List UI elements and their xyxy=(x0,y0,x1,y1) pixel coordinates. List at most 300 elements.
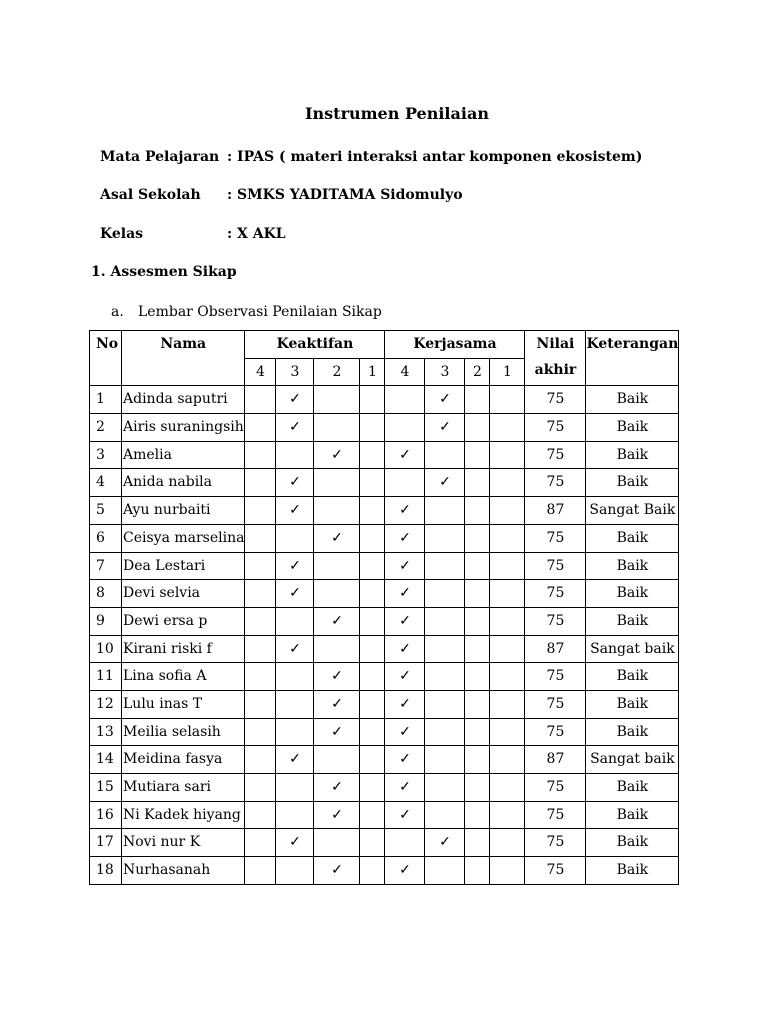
student-name: Mutiara sari xyxy=(122,774,245,802)
row-number: 4 xyxy=(90,469,122,497)
keaktifan-cell-2 xyxy=(314,414,360,442)
page-title: Instrumen Penilaian xyxy=(305,104,489,123)
keaktifan-cell-3 xyxy=(276,663,314,691)
keterangan-value: Baik xyxy=(586,607,679,635)
header-nilai: Nilai xyxy=(536,336,575,352)
keaktifan-cell-3 xyxy=(276,552,314,580)
check-icon: ✓ xyxy=(331,862,343,879)
kerjasama-cell-4 xyxy=(385,552,425,580)
student-name: Airis suraningsih xyxy=(122,414,245,442)
kerjasama-cell-1 xyxy=(490,746,525,774)
keaktifan-cell-4 xyxy=(245,607,276,635)
keaktifan-cell-3 xyxy=(276,414,314,442)
kerjasama-cell-1 xyxy=(490,580,525,608)
kerjasama-cell-3 xyxy=(425,718,465,746)
nilai-akhir-value: 75 xyxy=(525,524,586,552)
kerjasama-cell-2 xyxy=(465,524,490,552)
keaktifan-cell-3 xyxy=(276,718,314,746)
keaktifan-cell-1 xyxy=(360,857,385,885)
kerjasama-cell-2 xyxy=(465,829,490,857)
keaktifan-cell-4 xyxy=(245,663,276,691)
keaktifan-cell-4 xyxy=(245,552,276,580)
table-row xyxy=(90,497,679,525)
kerjasama-cell-1 xyxy=(490,607,525,635)
table-row xyxy=(90,829,679,857)
kerjasama-cell-4 xyxy=(385,414,425,442)
check-icon: ✓ xyxy=(289,640,301,657)
keaktifan-cell-3 xyxy=(276,746,314,774)
check-icon: ✓ xyxy=(331,779,343,795)
student-name: Amelia xyxy=(122,441,245,469)
keaktifan-cell-1 xyxy=(360,414,385,442)
keterangan-value: Baik xyxy=(586,552,679,580)
keaktifan-cell-1 xyxy=(360,497,385,525)
student-name: Ni Kadek hiyang xyxy=(122,801,245,829)
keterangan-value: Baik xyxy=(586,829,679,857)
kerjasama-cell-3 xyxy=(425,580,465,608)
kerjasama-cell-3 xyxy=(425,552,465,580)
nilai-akhir-value: 75 xyxy=(525,829,586,857)
check-icon: ✓ xyxy=(399,557,411,574)
kerjasama-cell-4 xyxy=(385,469,425,497)
kerjasama-score-2: 2 xyxy=(465,358,490,386)
keaktifan-cell-1 xyxy=(360,829,385,857)
kerjasama-cell-3 xyxy=(425,607,465,635)
kerjasama-cell-2 xyxy=(465,607,490,635)
table-row xyxy=(90,414,679,442)
student-name: Meidina fasya xyxy=(122,746,245,774)
check-icon: ✓ xyxy=(289,419,301,436)
keaktifan-cell-1 xyxy=(360,552,385,580)
student-name: Devi selvia xyxy=(122,580,245,608)
header-nama: Nama xyxy=(122,331,245,386)
table-row xyxy=(90,635,679,663)
keaktifan-cell-3 xyxy=(276,607,314,635)
keterangan-value: Baik xyxy=(586,774,679,802)
row-number: 15 xyxy=(90,774,122,802)
keaktifan-cell-3 xyxy=(276,857,314,885)
check-icon: ✓ xyxy=(289,391,301,408)
student-name: Kirani riski f xyxy=(122,635,245,663)
keaktifan-cell-4 xyxy=(245,857,276,885)
keterangan-value: Baik xyxy=(586,469,679,497)
keterangan-value: Baik xyxy=(586,441,679,469)
keaktifan-cell-3 xyxy=(276,635,314,663)
row-number: 18 xyxy=(90,857,122,885)
kerjasama-cell-1 xyxy=(490,469,525,497)
nilai-akhir-value: 87 xyxy=(525,635,586,663)
keaktifan-cell-4 xyxy=(245,774,276,802)
kerjasama-cell-3 xyxy=(425,690,465,718)
kerjasama-cell-3 xyxy=(425,829,465,857)
keterangan-value: Baik xyxy=(586,801,679,829)
kerjasama-cell-4 xyxy=(385,635,425,663)
header-keterangan: Keterangan xyxy=(586,331,679,386)
keaktifan-cell-1 xyxy=(360,386,385,414)
subsection-heading xyxy=(111,304,382,320)
keaktifan-cell-2 xyxy=(314,607,360,635)
check-icon: ✓ xyxy=(399,668,411,685)
row-number: 6 xyxy=(90,524,122,552)
info-value: : X AKL xyxy=(227,226,286,242)
kerjasama-cell-3 xyxy=(425,469,465,497)
kerjasama-cell-3 xyxy=(425,857,465,885)
check-icon: ✓ xyxy=(331,668,343,685)
keaktifan-cell-1 xyxy=(360,774,385,802)
keterangan-value: Sangat baik xyxy=(586,635,679,663)
check-icon: ✓ xyxy=(439,391,451,408)
keterangan-value: Baik xyxy=(586,386,679,414)
kerjasama-cell-1 xyxy=(490,857,525,885)
kerjasama-cell-4 xyxy=(385,607,425,635)
table-row xyxy=(90,607,679,635)
nilai-akhir-value: 75 xyxy=(525,718,586,746)
kerjasama-cell-2 xyxy=(465,635,490,663)
kerjasama-cell-3 xyxy=(425,386,465,414)
kerjasama-cell-1 xyxy=(490,441,525,469)
kerjasama-cell-1 xyxy=(490,524,525,552)
kerjasama-cell-2 xyxy=(465,469,490,497)
table-row xyxy=(90,746,679,774)
nilai-akhir-value: 87 xyxy=(525,746,586,774)
kerjasama-cell-2 xyxy=(465,386,490,414)
table-row xyxy=(90,774,679,802)
student-name: Adinda saputri xyxy=(122,386,245,414)
row-number: 2 xyxy=(90,414,122,442)
check-icon: ✓ xyxy=(399,585,411,602)
student-name: Dea Lestari xyxy=(122,552,245,580)
nilai-akhir-value: 75 xyxy=(525,414,586,442)
info-value: : SMKS YADITAMA Sidomulyo xyxy=(227,187,463,203)
table-row xyxy=(90,580,679,608)
kerjasama-cell-4 xyxy=(385,524,425,552)
check-icon: ✓ xyxy=(399,779,411,795)
kerjasama-cell-1 xyxy=(490,552,525,580)
table-row xyxy=(90,386,679,414)
student-name: Lina sofia A xyxy=(122,663,245,691)
student-name: Ayu nurbaiti xyxy=(122,497,245,525)
nilai-akhir-value: 75 xyxy=(525,801,586,829)
keaktifan-cell-4 xyxy=(245,690,276,718)
kerjasama-score-1: 1 xyxy=(490,358,525,386)
kerjasama-cell-4 xyxy=(385,663,425,691)
check-icon: ✓ xyxy=(289,834,301,851)
check-icon: ✓ xyxy=(399,723,411,740)
keaktifan-cell-3 xyxy=(276,469,314,497)
kerjasama-cell-4 xyxy=(385,441,425,469)
row-number: 14 xyxy=(90,746,122,774)
keterangan-value: Baik xyxy=(586,663,679,691)
student-name: Meilia selasih xyxy=(122,718,245,746)
check-icon: ✓ xyxy=(439,834,451,851)
header-kerjasama: Kerjasama xyxy=(385,331,525,359)
section-heading: 1. Assesmen Sikap xyxy=(91,264,237,280)
check-icon: ✓ xyxy=(289,585,301,602)
kerjasama-cell-2 xyxy=(465,690,490,718)
row-number: 10 xyxy=(90,635,122,663)
keaktifan-cell-3 xyxy=(276,829,314,857)
keaktifan-cell-1 xyxy=(360,580,385,608)
kerjasama-cell-1 xyxy=(490,663,525,691)
keaktifan-cell-1 xyxy=(360,801,385,829)
kerjasama-cell-3 xyxy=(425,441,465,469)
keaktifan-cell-1 xyxy=(360,690,385,718)
header-akhir: akhir xyxy=(534,362,577,378)
keaktifan-cell-2 xyxy=(314,580,360,608)
row-number: 16 xyxy=(90,801,122,829)
row-number: 13 xyxy=(90,718,122,746)
keaktifan-cell-1 xyxy=(360,441,385,469)
kerjasama-cell-1 xyxy=(490,386,525,414)
keaktifan-cell-2 xyxy=(314,469,360,497)
kerjasama-cell-1 xyxy=(490,801,525,829)
check-icon: ✓ xyxy=(331,723,343,740)
kerjasama-cell-4 xyxy=(385,829,425,857)
table-row xyxy=(90,801,679,829)
kerjasama-cell-1 xyxy=(490,635,525,663)
kerjasama-cell-4 xyxy=(385,746,425,774)
keaktifan-cell-1 xyxy=(360,718,385,746)
check-icon: ✓ xyxy=(399,695,411,712)
keaktifan-cell-2 xyxy=(314,801,360,829)
info-value: : IPAS ( materi interaksi antar komponen ekosistem) xyxy=(227,149,643,165)
kerjasama-cell-1 xyxy=(490,774,525,802)
student-name: Dewi ersa p xyxy=(122,607,245,635)
keaktifan-cell-1 xyxy=(360,607,385,635)
nilai-akhir-value: 75 xyxy=(525,690,586,718)
keaktifan-cell-2 xyxy=(314,857,360,885)
kerjasama-cell-4 xyxy=(385,801,425,829)
table-row xyxy=(90,718,679,746)
check-icon: ✓ xyxy=(399,751,411,768)
table-row xyxy=(90,663,679,691)
keaktifan-cell-4 xyxy=(245,469,276,497)
kerjasama-cell-1 xyxy=(490,497,525,525)
keaktifan-cell-1 xyxy=(360,524,385,552)
header-nilai-akhir xyxy=(525,331,586,386)
kerjasama-cell-2 xyxy=(465,663,490,691)
observation-table xyxy=(89,330,679,885)
kerjasama-cell-4 xyxy=(385,497,425,525)
row-number: 3 xyxy=(90,441,122,469)
nilai-akhir-value: 75 xyxy=(525,469,586,497)
keaktifan-score-4: 4 xyxy=(245,358,276,386)
keaktifan-cell-2 xyxy=(314,774,360,802)
keterangan-value: Baik xyxy=(586,524,679,552)
keaktifan-cell-2 xyxy=(314,746,360,774)
table-body xyxy=(90,386,679,884)
keaktifan-cell-2 xyxy=(314,524,360,552)
keaktifan-cell-4 xyxy=(245,801,276,829)
table-row xyxy=(90,469,679,497)
kerjasama-cell-1 xyxy=(490,690,525,718)
kerjasama-cell-2 xyxy=(465,746,490,774)
keterangan-value: Baik xyxy=(586,414,679,442)
nilai-akhir-value: 75 xyxy=(525,552,586,580)
kerjasama-cell-3 xyxy=(425,524,465,552)
kerjasama-cell-2 xyxy=(465,552,490,580)
row-number: 12 xyxy=(90,690,122,718)
nilai-akhir-value: 75 xyxy=(525,774,586,802)
subsection-label: Lembar Observasi Penilaian Sikap xyxy=(138,304,382,320)
table-row xyxy=(90,552,679,580)
check-icon: ✓ xyxy=(289,474,301,491)
kerjasama-score-4: 4 xyxy=(385,358,425,386)
keterangan-value: Baik xyxy=(586,580,679,608)
check-icon: ✓ xyxy=(399,446,411,463)
keaktifan-cell-4 xyxy=(245,635,276,663)
kerjasama-cell-3 xyxy=(425,801,465,829)
kerjasama-cell-3 xyxy=(425,663,465,691)
check-icon: ✓ xyxy=(331,529,343,546)
nilai-akhir-value: 75 xyxy=(525,857,586,885)
keterangan-value: Baik xyxy=(586,857,679,885)
nilai-akhir-value: 87 xyxy=(525,497,586,525)
kerjasama-score-3: 3 xyxy=(425,358,465,386)
keaktifan-cell-2 xyxy=(314,552,360,580)
kerjasama-cell-4 xyxy=(385,857,425,885)
keaktifan-cell-2 xyxy=(314,441,360,469)
row-number: 8 xyxy=(90,580,122,608)
keaktifan-cell-4 xyxy=(245,497,276,525)
table-header-row xyxy=(90,331,679,359)
keaktifan-score-1: 1 xyxy=(360,358,385,386)
table-row xyxy=(90,441,679,469)
check-icon: ✓ xyxy=(399,529,411,546)
row-number: 11 xyxy=(90,663,122,691)
keterangan-value: Sangat Baik xyxy=(586,497,679,525)
info-label: Kelas xyxy=(100,226,144,242)
keaktifan-cell-4 xyxy=(245,718,276,746)
keaktifan-cell-3 xyxy=(276,580,314,608)
kerjasama-cell-4 xyxy=(385,690,425,718)
keterangan-value: Baik xyxy=(586,718,679,746)
kerjasama-cell-2 xyxy=(465,718,490,746)
student-name: Nurhasanah xyxy=(122,857,245,885)
check-icon: ✓ xyxy=(331,806,343,823)
nilai-akhir-value: 75 xyxy=(525,386,586,414)
kerjasama-cell-3 xyxy=(425,497,465,525)
keaktifan-cell-1 xyxy=(360,469,385,497)
keaktifan-cell-4 xyxy=(245,414,276,442)
student-name: Novi nur K xyxy=(122,829,245,857)
check-icon: ✓ xyxy=(399,640,411,657)
check-icon: ✓ xyxy=(289,751,301,768)
kerjasama-cell-3 xyxy=(425,414,465,442)
check-icon: ✓ xyxy=(439,474,451,491)
kerjasama-cell-2 xyxy=(465,857,490,885)
header-no: No xyxy=(90,331,122,386)
keaktifan-cell-4 xyxy=(245,829,276,857)
check-icon: ✓ xyxy=(331,695,343,712)
kerjasama-cell-2 xyxy=(465,414,490,442)
keaktifan-cell-3 xyxy=(276,386,314,414)
keaktifan-cell-4 xyxy=(245,524,276,552)
keaktifan-cell-2 xyxy=(314,690,360,718)
kerjasama-cell-1 xyxy=(490,414,525,442)
keaktifan-score-2: 2 xyxy=(314,358,360,386)
info-label: Asal Sekolah xyxy=(100,187,201,203)
kerjasama-cell-4 xyxy=(385,718,425,746)
student-name: Anida nabila xyxy=(122,469,245,497)
kerjasama-cell-4 xyxy=(385,774,425,802)
keaktifan-cell-4 xyxy=(245,386,276,414)
table-row xyxy=(90,524,679,552)
kerjasama-cell-2 xyxy=(465,774,490,802)
check-icon: ✓ xyxy=(399,806,411,823)
keaktifan-cell-2 xyxy=(314,829,360,857)
keaktifan-cell-2 xyxy=(314,635,360,663)
row-number: 7 xyxy=(90,552,122,580)
keaktifan-cell-3 xyxy=(276,524,314,552)
keaktifan-cell-1 xyxy=(360,663,385,691)
keaktifan-cell-4 xyxy=(245,746,276,774)
keaktifan-cell-2 xyxy=(314,386,360,414)
keaktifan-cell-3 xyxy=(276,497,314,525)
nilai-akhir-value: 75 xyxy=(525,663,586,691)
keterangan-value: Sangat baik xyxy=(586,746,679,774)
keaktifan-cell-1 xyxy=(360,635,385,663)
kerjasama-cell-3 xyxy=(425,774,465,802)
check-icon: ✓ xyxy=(439,419,451,436)
keaktifan-cell-2 xyxy=(314,497,360,525)
keaktifan-cell-4 xyxy=(245,441,276,469)
kerjasama-cell-2 xyxy=(465,801,490,829)
subsection-marker: a. xyxy=(111,304,124,320)
nilai-akhir-value: 75 xyxy=(525,580,586,608)
nilai-akhir-value: 75 xyxy=(525,607,586,635)
check-icon: ✓ xyxy=(399,862,411,879)
row-number: 9 xyxy=(90,607,122,635)
kerjasama-cell-4 xyxy=(385,386,425,414)
keaktifan-cell-2 xyxy=(314,718,360,746)
keaktifan-cell-4 xyxy=(245,580,276,608)
info-label: Mata Pelajaran xyxy=(100,149,220,165)
keaktifan-score-3: 3 xyxy=(276,358,314,386)
check-icon: ✓ xyxy=(331,446,343,463)
kerjasama-cell-2 xyxy=(465,580,490,608)
keterangan-value: Baik xyxy=(586,690,679,718)
table-row xyxy=(90,857,679,885)
check-icon: ✓ xyxy=(289,502,301,519)
student-name: Lulu inas T xyxy=(122,690,245,718)
check-icon: ✓ xyxy=(331,612,343,629)
check-icon: ✓ xyxy=(289,557,301,574)
kerjasama-cell-3 xyxy=(425,635,465,663)
keaktifan-cell-1 xyxy=(360,746,385,774)
student-name: Ceisya marselina xyxy=(122,524,245,552)
keaktifan-cell-3 xyxy=(276,774,314,802)
kerjasama-cell-3 xyxy=(425,746,465,774)
kerjasama-cell-1 xyxy=(490,829,525,857)
row-number: 17 xyxy=(90,829,122,857)
keaktifan-cell-3 xyxy=(276,441,314,469)
check-icon: ✓ xyxy=(399,612,411,629)
keaktifan-cell-2 xyxy=(314,663,360,691)
table-row xyxy=(90,690,679,718)
keaktifan-cell-3 xyxy=(276,801,314,829)
kerjasama-cell-4 xyxy=(385,580,425,608)
header-keaktifan: Keaktifan xyxy=(245,331,385,359)
row-number: 1 xyxy=(90,386,122,414)
keaktifan-cell-3 xyxy=(276,690,314,718)
kerjasama-cell-2 xyxy=(465,441,490,469)
kerjasama-cell-1 xyxy=(490,718,525,746)
kerjasama-cell-2 xyxy=(465,497,490,525)
row-number: 5 xyxy=(90,497,122,525)
nilai-akhir-value: 75 xyxy=(525,441,586,469)
check-icon: ✓ xyxy=(399,502,411,519)
